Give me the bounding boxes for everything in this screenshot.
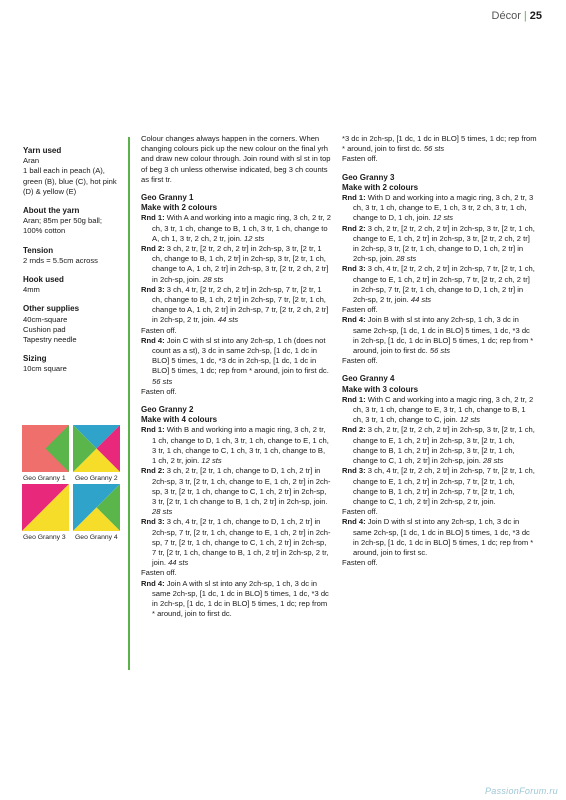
about-yarn-heading: About the yarn (23, 206, 80, 216)
g3-fasten-off: Fasten off. (342, 356, 378, 366)
g3-round-3: Rnd 3: 3 ch, 4 tr, [2 tr, 2 ch, 2 tr] in 2ch-sp, 7 tr, [2 tr, 1 ch, change to E, 1 ch, 2 tr] in 2ch-sp, 7 tr, [2 tr, 2 ch, 2 tr] in 2ch-sp, 7 tr, [2 tr, 1 ch, change to D, 1 ch, 2 tr] in 2ch-sp, 2 tr, join. 44 sts (342, 264, 535, 305)
pattern-column-middle (141, 134, 331, 619)
g2-title: Geo Granny 2 (141, 405, 194, 415)
g1-round-1: Rnd 1: With A and working into a magic ring, 3 ch, 2 tr, 2 ch, 3 tr, 1 ch, change to B, 1 ch, 3 tr, 1 ch, change to A, ch 1, 3 tr, 2 ch, 2 tr, join. 12 sts (141, 213, 331, 243)
tension-heading: Tension (23, 245, 54, 255)
supplies-line: 40cm-square (23, 314, 68, 324)
supplies-line: Tapestry needle (23, 335, 77, 345)
g1-round-3: Rnd 3: 3 ch, 4 tr, [2 tr, 2 ch, 2 tr] in 2ch-sp, 7 tr, [2 tr, 1 ch, change to B, 1 ch, 2 tr] in 2ch-sp, 7 tr, [2 tr, 1 ch, change to A, 1 ch, 2 tr] in 2ch-sp, 7 tr, [2 tr, 2 ch, 2 tr] in 2ch-sp, 2 tr, join. 44 sts (141, 284, 329, 325)
g4-round-3: Rnd 3: 3 ch, 4 tr, [2 tr, 2 ch, 2 tr] in 2ch-sp, 7 tr, [2 tr, 1 ch, change to E, 1 ch, 2 tr] in 2ch-sp, 7 tr, [2 tr, 1 ch, change to B, 1 ch, 2 tr] in 2ch-sp, 7 tr, [2 tr, 1 ch, change to C, 1 ch, 2 tr] in 2ch-sp, 2 tr, join. (342, 466, 535, 506)
page-header: Décor | 25 (491, 10, 542, 22)
sizing-heading: Sizing (23, 354, 47, 364)
page-number: 25 (529, 10, 542, 22)
g1-round-2: Rnd 2: 3 ch, 2 tr, [2 tr, 2 ch, 2 tr] in 2ch-sp, 3 tr, [2 tr, 1 ch, change to B, 1 ch, 2 tr] in 2ch-sp, 3 tr, [2 tr, 1 ch, change to A, 1 ch, 2 tr] in 2ch-sp, 3 tr, [2 tr, 2 ch, 2 tr] in 2ch-sp, join. 28 sts (141, 244, 329, 284)
supplies-line: Cushion pad (23, 324, 66, 334)
sizing-text: 10cm square (23, 364, 67, 374)
g2-subtitle: Make with 4 colours (141, 415, 218, 425)
pattern-column-right (342, 134, 537, 568)
g1-title: Geo Granny 1 (141, 193, 194, 203)
column-divider (128, 137, 130, 670)
g2-fasten-off: Fasten off. (141, 568, 177, 578)
g1-round-4: Rnd 4: Join C with sl st into any 2ch-sp, 1 ch (does not count as a st), 3 dc in same 2ch-sp, [1 dc, 1 dc in BLO] 5 times, 1 dc, *3 dc in 2ch-sp, [1 dc, 1 dc in BLO] 5 times, 1 dc; rep from * around, join to first dc. 56 sts (141, 335, 329, 386)
tension-text: 2 rnds = 5.5cm across (23, 255, 98, 265)
g2-round-1: Rnd 1: With B and working into a magic ring, 3 ch, 2 tr, 1 ch, change to D, 1 ch, 3 tr, 1 ch, change to E, 1 ch, 3 tr, 1 ch, change to C, 1 ch, 3 tr, 1 ch, change to B, 1 ch, 2 tr, join. 12 sts (141, 425, 329, 466)
intro-text: Colour changes always happen in the corners. When changing colours pick up the new colour on the final yrh and draw new colour through. Join round with sl st in top of beg 3 ch unless otherwise indicated, beg 3 ch counts as first tr. (141, 134, 331, 184)
geo-granny-3-diagram (22, 484, 69, 531)
g3-title: Geo Granny 3 (342, 172, 395, 182)
section-name: Décor (491, 10, 521, 22)
g4-fasten-off: Fasten off. (342, 558, 378, 568)
hook-text: 4mm (23, 285, 40, 295)
watermark: PassionForum.ru (484, 786, 558, 796)
hook-heading: Hook used (23, 275, 64, 285)
g2-round-3: Rnd 3: 3 ch, 4 tr, [2 tr, 1 ch, change to D, 1 ch, 2 tr] in 2ch-sp, 7 tr, [2 tr, 1 ch, change to E, 1 ch, 2 tr] in 2ch-sp, 7 tr, [2 tr, 1 ch, change to C, 1 ch, 2 tr] in 2ch-sp, 7 tr, [2 tr, 1 ch, change to B, 1 ch, 2 tr] in 2ch-sp, 2 tr, join. 44 sts (141, 517, 331, 568)
g4-subtitle: Make with 3 colours (342, 384, 419, 394)
g4-round-2: Rnd 2: 3 ch, 2 tr, [2 tr, 2 ch, 2 tr] in 2ch-sp, 3 tr, [2 tr, 1 ch, change to E, 1 ch, 2 tr] in 2ch-sp, 3 tr, [2 tr, 1 ch, change to B, 1 ch, 2 tr] in 2ch-sp, 3 tr, [2 tr, 1 ch, change to C, 1 ch, 2 tr] in 2ch-sp, join. 28 sts (342, 425, 535, 466)
g3-fasten-off: Fasten off. (342, 305, 378, 315)
about-yarn-text: Aran; 85m per 50g ball; 100% cotton (23, 216, 102, 236)
g2-round-2: Rnd 2: 3 ch, 2 tr, [2 tr, 1 ch, change to D, 1 ch, 2 tr] in 2ch-sp, 3 tr, [2 tr, 1 ch, change to E, 1 ch, 2 tr] in 2ch-sp, 3 tr, [2 tr, 1 ch, change to C, 1 ch, 2 tr] in 2ch-sp, 3 tr, [2 tr, 1 ch change to B, 1 ch, 2 tr] in 2ch-sp, join. 28 sts (141, 466, 331, 517)
geo-granny-4-caption: Geo Granny 4 (75, 534, 118, 541)
g3-subtitle: Make with 2 colours (342, 182, 419, 192)
geo-granny-2-diagram (73, 425, 120, 472)
materials-column (23, 146, 123, 375)
geo-granny-1-caption: Geo Granny 1 (23, 475, 66, 482)
supplies-heading: Other supplies (23, 304, 80, 314)
g4-fasten-off: Fasten off. (342, 507, 378, 517)
g1-subtitle: Make with 2 colours (141, 203, 218, 213)
g4-title: Geo Granny 4 (342, 374, 395, 384)
yarn-used-line: Aran (23, 156, 40, 166)
geo-granny-2-caption: Geo Granny 2 (75, 475, 118, 482)
g3-round-1: Rnd 1: With D and working into a magic ring, 3 ch, 2 tr, 3 ch, 3 tr, 1 ch, change to E, 1 ch, 3 tr, 2 ch, 3 tr, 1 ch, change to D, 1 ch, join. 12 sts (342, 193, 534, 223)
g2-round-4: Rnd 4: Join A with sl st into any 2ch-sp, 1 ch, 3 dc in same 2ch-sp, [1 dc, 1 dc in BLO] 5 times, 1 dc, *3 dc in 2ch-sp, [1 dc, 1 dc in BLO] 5 times, 1 dc; rep from * around, join to first dc. (141, 578, 329, 619)
g1-fasten-off: Fasten off. (141, 325, 177, 335)
yarn-used-heading: Yarn used (23, 146, 62, 155)
geo-granny-1-diagram (22, 425, 69, 472)
g1-fasten-off: Fasten off. (141, 386, 177, 396)
geo-granny-3-caption: Geo Granny 3 (23, 534, 66, 541)
geo-granny-4-diagram (73, 484, 120, 531)
yarn-used-line: 1 ball each in peach (A), green (B), blue (C), hot pink (D) & yellow (E) (23, 166, 117, 196)
g3-round-4: Rnd 4: Join B with sl st into any 2ch-sp, 1 ch, 3 dc in same 2ch-sp, [1 dc, 1 dc in BLO] 5 times, 1 dc, *3 dc in 2ch-sp, [1 dc, 1 dc in BLO] 5 times, 1 dc; rep from * around, join to first dc. 56 sts (342, 315, 534, 356)
g2-fasten-off: Fasten off. (342, 154, 378, 164)
g3-round-2: Rnd 2: 3 ch, 2 tr, [2 tr, 2 ch, 2 tr] in 2ch-sp, 3 tr, [2 tr, 1 ch, change to E, 1 ch, 2 tr] in 2ch-sp, 3 tr, [2 tr, 2 ch, 2 tr] in 2ch-sp, 3 tr, [2 tr, 1 ch, change to D, 1 ch, 2 tr] in 2ch-sp, join. 28 sts (342, 223, 535, 264)
g2-round-4-continued: *3 dc in 2ch-sp, [1 dc, 1 dc in BLO] 5 times, 1 dc; rep from * around, join to first dc. 56 sts (342, 134, 537, 154)
g4-round-1: Rnd 1: With C and working into a magic ring, 3 ch, 2 tr, 2 ch, 3 tr, 1 ch, change to E, 3 tr, 1 ch, change to B, 1 ch, 3 tr, 1 ch, change to C, join. 12 sts (342, 394, 534, 425)
g4-round-4: Rnd 4: Join D with sl st into any 2ch-sp, 1 ch, 3 dc in same 2ch-sp, [1 dc, 1 dc in BLO] 5 times, 1 dc, *3 dc in 2ch-sp, [1 dc, 1 dc in BLO] 5 times, 1 dc; rep from * around, join to first sc. (342, 517, 534, 557)
